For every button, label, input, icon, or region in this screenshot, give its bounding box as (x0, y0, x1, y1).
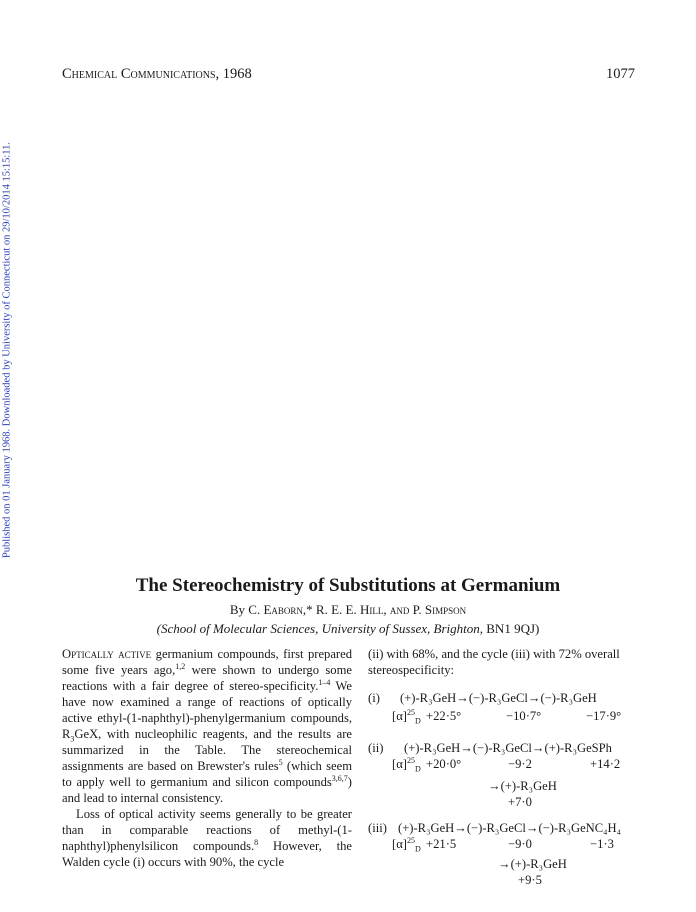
rotation-value: −9·0 (508, 837, 532, 851)
affiliation-postcode: BN1 9QJ) (486, 621, 540, 636)
cycle-label: (i) (368, 691, 380, 705)
page-number: 1077 (606, 66, 635, 82)
affiliation-institution: (School of Molecular Sciences, University of Sussex, Brighton, (156, 621, 484, 636)
rotation-label: $[\alpha]^{25}_D$ (392, 755, 421, 774)
running-header-journal: Chemical Communications, 1968 (62, 66, 252, 82)
paragraph-continuation: (ii) with 68%, and the cycle (iii) with 72% overall stereospecificity: (368, 647, 620, 677)
right-column (368, 646, 636, 890)
byline (0, 602, 696, 618)
rotation-label: $[\alpha]^{25}_D$ (392, 835, 421, 854)
rotation-value: +14·2 (590, 757, 621, 771)
cycle-equation-continuation: →(+)-R₃GeH (488, 779, 557, 793)
rotation-label: $[\alpha]^{25}_D$ (392, 707, 421, 726)
rotation-value: +21·5 (426, 837, 457, 851)
cycle-i (368, 690, 636, 736)
cycle-equation: (+)-R₃GeH→(−)-R₃GeCl→(+)-R₃GeSPh (404, 741, 612, 755)
cycle-label: (ii) (368, 741, 384, 755)
rotation-value: +22·5° (426, 709, 462, 723)
ref-mark: 1,2 (175, 661, 186, 671)
affiliation (0, 621, 696, 637)
rotation-value: −1·3 (590, 837, 614, 851)
rotation-value: −9·2 (508, 757, 532, 771)
cycle-iii (368, 820, 636, 890)
ref-mark: 1–4 (318, 677, 331, 687)
cycle-ii (368, 740, 636, 816)
paragraph-1: Optically active germanium compounds, first prepared some five years ago,$^{1,2}$ were shown to undergo some reactions with a fair degree of stereo-specificity.$^{1-4}$ We have now examined a range of reactions of optically active ethyl-(1-naphthyl)-phenylgermanium compounds, $R_3GeX$, with nucleophilic reagents, and the results are summarized in the Table. The stereochemical assignments are based on Brewster's rules$^5$ (which seem to apply well to germanium and silicon compounds$^{3,6,7}$) and lead to internal consistency. (62, 647, 352, 805)
paragraph-lead: Optically active (62, 647, 152, 661)
left-column (62, 646, 352, 870)
paragraph-2: Loss of optical activity seems generally to be greater than in comparable reactions of methyl-(1-naphthyl)phenylsilicon compounds.$^8$ However, the Walden cycle (i) occurs with 90%, the cycle (62, 807, 352, 869)
rotation-value: −17·9° (586, 709, 622, 723)
authors: C. Eaborn,* R. E. E. Hill, and P. Simpson (248, 602, 467, 617)
rotation-value: −10·7° (506, 709, 542, 723)
cycle-label: (iii) (368, 821, 387, 835)
watermark-text: Published on 01 January 1968. Downloaded by University of Connecticut on 29/10/2014 15:15:11. (1, 141, 13, 559)
ref-mark: 8 (254, 837, 259, 847)
rotation-value: +9·5 (518, 873, 542, 887)
ref-mark: 5 (278, 757, 283, 767)
rotation-value: +7·0 (508, 795, 532, 809)
cycle-equation: (+)-R₃GeH→(−)-R₃GeCl→(−)-R₃GeNC₄H₄ (398, 821, 622, 835)
cycle-equation-continuation: →(+)-R₃GeH (498, 857, 567, 871)
download-watermark (0, 130, 14, 570)
rotation-value: +20·0° (426, 757, 462, 771)
ref-mark: 3,6,7 (331, 773, 348, 783)
article-title: The Stereochemistry of Substitutions at Germanium (135, 575, 561, 596)
cycle-equation: (+)-R₃GeH→(−)-R₃GeCl→(−)-R₃GeH (400, 691, 597, 705)
byline-prefix: By (229, 602, 249, 617)
